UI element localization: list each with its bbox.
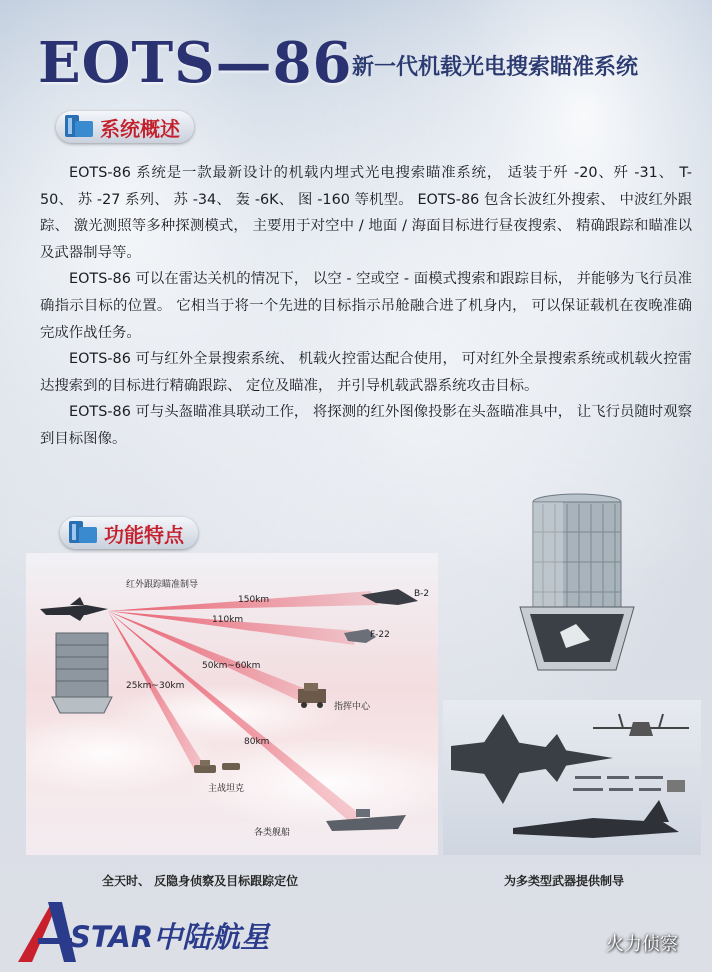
watermark-text: 火力侦察 [606, 934, 678, 955]
eots-pod-small-icon [52, 633, 112, 713]
range-label: 25km~30km [126, 681, 185, 691]
fighter-jet-icon [40, 597, 108, 621]
detection-range-diagram [26, 553, 438, 855]
section-title-overview: 系统概述 [100, 116, 180, 141]
caption-right: 为多类型武器提供制导 [504, 874, 625, 888]
paragraph: EOTS-86 可与红外全景搜索系统、 机载火控雷达配合使用， 可对红外全景搜索系统或机载火控雷达搜索到的目标进行精确跟踪、 定位及瞄准， 并引导机载武器系统攻击目标。 [40, 351, 692, 394]
overview-text [40, 160, 692, 453]
target-label-tank: 主战坦克 [208, 784, 245, 794]
eots-pod-image [516, 492, 638, 678]
j20-sideview-icon [513, 800, 679, 838]
paragraph: EOTS-86 可以在雷达关机的情况下， 以空 - 空或空 - 面模式搜索和跟踪目标， 并能够为飞行员准确指示目标的位置。 它相当于将一个先进的目标指示吊舱融合进了机身内， 可以保证载机在夜晚准确完成作战任务。 [40, 271, 692, 341]
company-logo-text: STAR中陆航星 [70, 920, 270, 954]
target-label-b2: B-2 [414, 589, 430, 599]
weapons-array-icon [573, 776, 685, 792]
range-label: 80km [244, 737, 270, 747]
section-header-features [60, 515, 198, 551]
section-bullet-icon [66, 518, 100, 548]
section-bullet-icon [62, 112, 96, 142]
page-title: EOTS—86 [38, 30, 353, 96]
paragraph: EOTS-86 可与头盔瞄准具联动工作， 将探测的红外图像投影在头盔瞄准具中， 让飞行员随时观察到目标图像。 [40, 404, 692, 447]
range-label: 50km~60km [202, 661, 261, 671]
target-label-f22: F-22 [370, 630, 390, 640]
paragraph: EOTS-86 系统是一款最新设计的机载内埋式光电搜索瞄准系统， 适装于歼 -20、歼 -31、 T-50、 苏 -27 系列、 苏 -34、 轰 -6K、 图 -160 等机型。 EOTS-86 包含长波红外搜索、 中波红外跟踪、 激光测照等多种探测模式， 主要用于对空中 / 地面 / 海面目标进行昼夜搜索、 精确跟踪和瞄准以及武器制导等。 [40, 165, 692, 261]
j20-frontview-icon [593, 714, 689, 736]
target-label-command: 指挥中心 [334, 702, 371, 712]
caption-left: 全天时、 反隐身侦察及目标跟踪定位 [102, 874, 299, 888]
page-subtitle: 新一代机载光电搜索瞄准系统 [352, 55, 639, 80]
guidance-label: 红外跟踪瞄准制导 [126, 580, 199, 590]
diagram-graphics [26, 553, 438, 855]
section-header-overview [56, 109, 194, 145]
aircraft-weapons-image [443, 700, 701, 855]
a-star-logo-mark [18, 898, 78, 968]
range-label: 150km [238, 595, 270, 605]
range-label: 110km [212, 615, 244, 625]
target-label-ships: 各类舰船 [254, 828, 291, 838]
section-title-features: 功能特点 [104, 522, 184, 547]
